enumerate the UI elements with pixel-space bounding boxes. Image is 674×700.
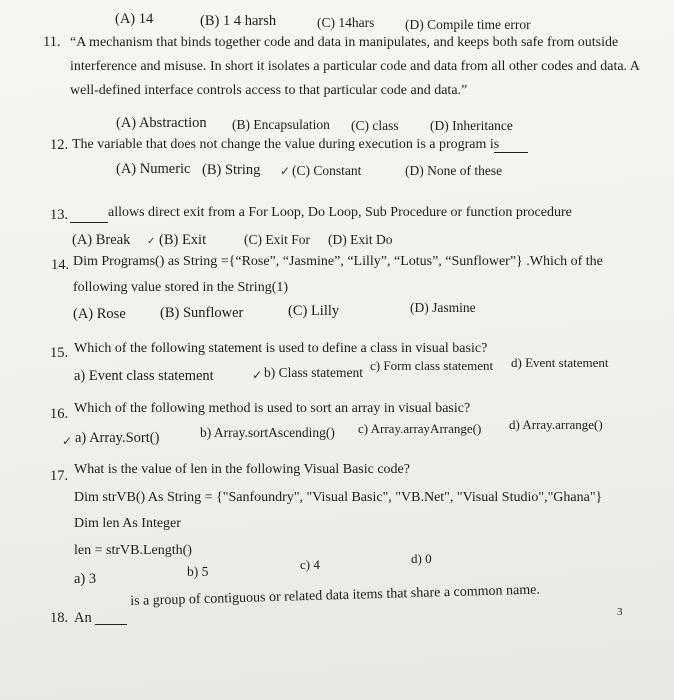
q14-line-2: following value stored in the String(1) bbox=[73, 280, 289, 295]
q13-answer-blank bbox=[70, 210, 108, 223]
q15-check-mark-icon: ✓ bbox=[252, 368, 263, 382]
q16-option-a: a) Array.Sort() bbox=[75, 430, 160, 446]
q13-check-mark-icon: ✓ bbox=[147, 236, 156, 247]
q15-option-b: b) Class statement bbox=[264, 365, 363, 380]
q14-option-d: (D) Jasmine bbox=[410, 300, 476, 315]
q14-line-1: Dim Programs() as String ={“Rose”, “Jasmine”, “Lilly”, “Lotus”, “Sunflower”} .Which of the bbox=[73, 254, 603, 269]
q17-option-d: d) 0 bbox=[411, 551, 432, 566]
q10-option-c: (C) 14hars bbox=[317, 15, 375, 30]
q12-text: The variable that does not change the value during execution is a program is bbox=[72, 137, 500, 152]
q14-option-c: (C) Lilly bbox=[288, 303, 340, 319]
q17-option-b: b) 5 bbox=[187, 564, 209, 579]
q15-option-c: c) Form class statement bbox=[370, 358, 494, 373]
q18-number: 18. bbox=[50, 610, 69, 626]
q13-option-b: (B) Exit bbox=[159, 232, 207, 248]
q12-option-a: (A) Numeric bbox=[116, 161, 191, 177]
q11-option-d: (D) Inheritance bbox=[430, 118, 513, 133]
q16-check-mark-icon: ✓ bbox=[62, 434, 73, 448]
q13-option-a: (A) Break bbox=[72, 232, 131, 248]
q16-option-d: d) Array.arrange() bbox=[509, 417, 603, 432]
q12-answer-blank bbox=[494, 140, 528, 153]
q12-option-c: (C) Constant bbox=[292, 163, 362, 178]
q13-option-c: (C) Exit For bbox=[244, 232, 310, 247]
q15-number: 15. bbox=[50, 345, 69, 361]
q12-check-mark-icon: ✓ bbox=[280, 164, 291, 178]
q16-option-b: b) Array.sortAscending() bbox=[200, 425, 335, 440]
q11-line-1: “A mechanism that binds together code and data in manipulates, and keeps both safe from outside bbox=[70, 35, 619, 50]
q16-option-c: c) Array.arrayArrange() bbox=[358, 421, 482, 436]
q10-option-b: (B) 1 4 harsh bbox=[200, 13, 277, 29]
q17-option-a: a) 3 bbox=[74, 571, 97, 587]
q16-number: 16. bbox=[50, 406, 69, 422]
q12-option-d: (D) None of these bbox=[405, 163, 503, 178]
page-number: 3 bbox=[617, 606, 623, 618]
q11-option-a: (A) Abstraction bbox=[116, 115, 207, 131]
q13-text: allows direct exit from a For Loop, Do Loop, Sub Procedure or function procedure bbox=[108, 205, 572, 220]
q17-code-line-1: Dim strVB() As String = {"Sanfoundry", "Visual Basic", "VB.Net", "Visual Studio","Ghana"} bbox=[74, 490, 603, 505]
q14-number: 14. bbox=[51, 257, 70, 273]
q17-option-c: c) 4 bbox=[300, 557, 320, 572]
q15-text: Which of the following statement is used to define a class in visual basic? bbox=[74, 341, 488, 356]
q17-code-line-3: len = strVB.Length() bbox=[74, 543, 192, 558]
q13-option-d: (D) Exit Do bbox=[328, 232, 393, 247]
q14-option-b: (B) Sunflower bbox=[160, 305, 244, 321]
q17-code-line-2: Dim len As Integer bbox=[74, 516, 181, 531]
q11-line-3: well-defined interface controls access to that particular code and data.” bbox=[70, 83, 468, 98]
q11-option-c: (C) class bbox=[351, 118, 399, 133]
q10-option-d: (D) Compile time error bbox=[405, 17, 531, 32]
q17-number: 17. bbox=[50, 468, 69, 484]
q16-text: Which of the following method is used to sort an array in visual basic? bbox=[74, 401, 471, 416]
q12-option-b: (B) String bbox=[202, 162, 261, 178]
q18-prefix: An bbox=[74, 610, 92, 626]
q11-line-2: interference and misuse. In short it isolates a particular code and data from all other codes and data. A bbox=[70, 59, 640, 74]
q13-number: 13. bbox=[50, 207, 69, 223]
q15-option-d: d) Event statement bbox=[511, 355, 609, 370]
q14-option-a: (A) Rose bbox=[73, 306, 126, 322]
q10-option-a: (A) 14 bbox=[115, 11, 154, 27]
q18-text: is a group of contiguous or related data items that share a common name. bbox=[130, 582, 541, 609]
q15-option-a: a) Event class statement bbox=[74, 368, 214, 384]
q18-answer-blank bbox=[95, 612, 127, 625]
q11-option-b: (B) Encapsulation bbox=[232, 117, 330, 132]
q12-number: 12. bbox=[50, 137, 69, 153]
q17-text: What is the value of len in the following Visual Basic code? bbox=[74, 462, 410, 477]
q11-number: 11. bbox=[43, 34, 61, 50]
